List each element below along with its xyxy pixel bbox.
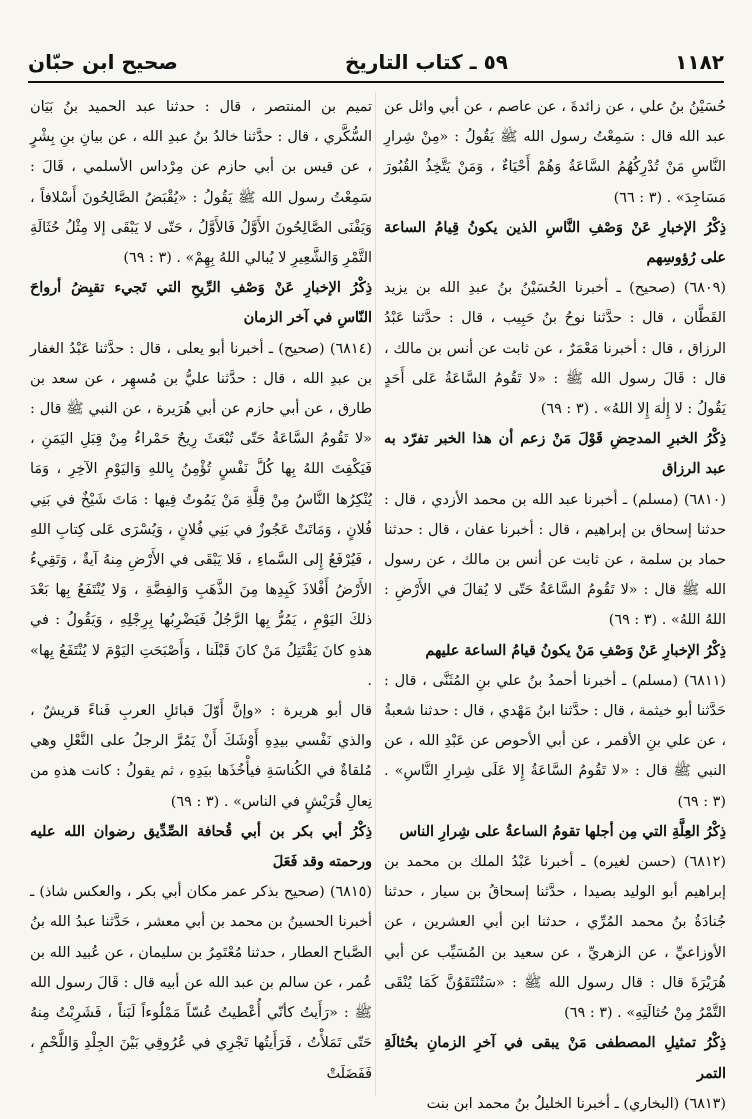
paragraph: (٦٨١٢) (حسن لغيره) ـ أخبرنا عَبْدُ الملك بن محمد بن إبراهيم أبو الوليد بصيدا ، حدَّثنا إسحاقُ بن سيار ، حدثنا جُنادَةُ بنُ محمد المُرِّي ، حدثنا ابن أبي العشرين ، عن الأوزاعيِّ ، عن الزهريِّ ، عن سعيد بن المُسَيِّب عن أبي هُرَيْرَةَ قال : قال رسول الله ﷺ : «سَتُنْتَقَوُنَّ كَمَا يُنْقَى التَّمْرُ مِنْ حُثالَتِهِ» . (٣ : ٦٩)	[384, 854, 726, 1022]
column-divider	[375, 92, 376, 1096]
right-column	[384, 92, 726, 1112]
section-heading: ذِكْرُ الإخبارِ عَنْ وَصْفِ مَنْ يكونُ قيامُ الساعة عليهم	[425, 641, 726, 659]
section-heading: ذِكْرُ أبي بكر بن أبي قُحافة الصِّدِّيق رضوان الله عليه ورحمته وقد فَعَلَ	[30, 822, 372, 871]
book-title: صحيح ابن حبّان	[28, 50, 178, 74]
paragraph: قال أبو هريرة : «وإنَّ أَوّلَ قبائلِ العربِ فَناءً قريشٌ ، والذي نَفْسي بيدِهِ أَوْشَكَ أَنْ يَمُرَّ الرجلُ على النَّعْلِ وهي مُلقاةٌ في الكُناسَةِ فيأْخُذَها بيَدِهِ ، ثم يقولُ : كانت هذهِ من نِعالِ قُرَيْشٍ في الناس» . (٣ : ٦٩)	[30, 703, 372, 810]
paragraph: (٦٨١٣) (البخاري) ـ أخبرنا الخليلُ بنُ محمد ابن بنت	[426, 1095, 726, 1112]
page-number: ١١٨٢	[675, 50, 724, 74]
section-heading: ذِكْرُ الإخبارِ عَنْ وَصْفِ الرِّيحِ التي تَجيء تقبِضُ أرواحَ النّاسِ في آخر الزمان	[30, 279, 372, 327]
paragraph: (٦٨٠٩) (صحيح) ـ أخبرنا الحُسَيْنُ بنُ عبدِ الله بن يزيد القَطَّان ، قال : حدَّثنا نوحُ بنُ حَبِيب ، قال : حدَّثنا عَبْدُ الرزاق ، قال : أخبرنا مَعْمَرٌ ، عن ثابت عن أنس بن مالك ، قال : قَالَ رسول الله ﷺ : «لا تَقُومُ السَّاعَةُ عَلى أَحَدٍ يَقُولُ : لا إِلٰهَ إِلا اللهُ» . (٣ : ٦٩)	[384, 280, 726, 418]
paragraph: (٦٨١٠) (مسلم) ـ أخبرنا عبد الله بن محمد الأزدي ، قال : حدثنا إسحاق بن إبراهيم ، قال : أخبرنا عفان ، قال : حدثنا حماد بن سلمة ، عن ثابت عن أنس بن مالك ، عن رسول الله ﷺ قال : «لا تَقُومُ السَّاعَةُ حَتّى لا يُقالَ في الأَرْضِ : اللهُ اللهُ» . (٣ : ٦٩)	[384, 491, 726, 629]
chapter-title: ٥٩ ـ كتاب التاريخ	[344, 50, 508, 74]
page-header	[28, 40, 724, 80]
paragraph: تميم بن المنتصر ، قال : حدثنا عبد الحميد بنُ بَيَان السُّكَّري ، قال : حدَّثنا خالدُ بنُ عبدِ الله ، عن بيانِ بنِ بِشْرٍ ، عن قيس بن أبي حازم عن مِرْداس الأسلمي ، قَالَ : سَمِعْتُ رسول الله ﷺ يَقُولُ : «يُقْبَضُ الصَّالِحُونَ أَسْلافاً ، وَيَفْنَى الصَّالِحُونَ الأَوَّلُ فَالأَوَّلُ ، حَتّى لا يَبْقَى إلا مِثْلُ حُثَالَةِ التَّمْرِ وَالشَّعِيرِ لا يُبالي اللهُ بِهِمْ» . (٣ : ٦٩)	[30, 99, 372, 267]
section-heading: ذِكْرُ الإخبارِ عَنْ وَصْفِ النَّاسِ الذين يكونُ قِيامُ الساعة على رُؤوسِهم	[384, 218, 726, 267]
paragraph: (٦٨١١) (مسلم) ـ أخبرنا أحمدُ بنُ علي بنِ المُثَنَّى ، قال : حَدَّثنا أبو خيثمة ، قال : حدَّثنا ابنُ مَهْدي ، قال : حدثنا شعبةُ ، عن علي بنِ الأقمر ، عن أبي الأحوص عن عَبْدِ الله ، عن النبي ﷺ قال : «لا تَقُومُ السَّاعَةُ إِلا عَلَى شِرارِ النَّاسِ» . (٣ : ٦٩)	[384, 672, 726, 810]
left-column	[30, 92, 372, 1096]
section-heading: ذِكْرُ الخبرِ المدحِضِ قَوْلَ مَنْ زعم أن هذا الخبر تفرّد به عبد الرزاق	[384, 430, 726, 478]
paragraph: (٦٨١٤) (صحيح) ـ أخبرنا أبو يعلى ، قال : حدَّثنا عَبْدُ الغفار بن عبدِ الله ، قال : حدَّثنا عليُّ بن مُسهِر ، عن سعد بن طارق ، عن أبي حازم عن أبي هُرَيرة ، عن النبي ﷺ قال : «لا تَقُومُ السَّاعَةُ حَتّى تُبْعَثَ رِيحٌ حَمْراءُ مِنْ قِبَلِ اليَمَنِ ، فَيَكْفِتَ اللهُ بِها كُلَّ نَفْسٍ تُؤْمِنُ بِاللهِ وَاليَوْمِ الآخِرِ ، وَمَا يُنْكِرُها النَّاسُ مِنْ قِلَّةِ مَنْ يَمُوتُ فِيها : مَاتَ شَيْخٌ في بَنِي فُلانٍ ، وَمَاتَتْ عَجُوزٌ في بَنِي فُلانٍ ، وَيُسْرَى عَلى كِتابِ اللهِ ، فَيُرْفَعُ إِلى السَّماءِ ، فَلا يَبْقَى في الأَرْضِ مِنهُ آيةٌ ، وَتَقِيءُ الأَرْضُ أَفْلاذَ كَبِدِها مِنَ الذَّهَبِ وَالفِضَّةِ ، وَلا يُنْتَفَعُ بِها بَعْدَ ذلكَ اليَوْمِ ، يَمُرُّ بِها الرَّجُلُ فَيَضْرِبُها بِرِجْلِهِ ، وَيَقُولُ : في هذهِ كانَ يَقْتَتِلُ مَنْ كانَ قَبْلَنا ، وَأَصْبَحَتِ اليَوْمَ لا يُنْتَفَعُ بِها» .	[30, 340, 372, 689]
header-rule	[28, 81, 724, 83]
paragraph: حُسَيْنُ بنُ علي ، عن زائدةَ ، عن عاصم ، عن أبي وائل عن عبد الله قال : سَمِعْتُ رسول الله ﷺ يَقُولُ : «مِنْ شِرارِ النَّاسِ مَنْ تُدْرِكُهُمُ السَّاعَةُ وَهُمْ أَحْيَاءٌ ، وَمَنْ يَتَّخِذُ القُبُورَ مَسَاجِدَ» . (٣ : ٦٦)	[384, 99, 726, 206]
section-heading: ذِكْرُ تمثيلِ المصطفى مَنْ يبقى في آخرِ الزمانِ بحُثالَةِ التمر	[384, 1034, 726, 1082]
section-heading: ذِكْرُ العِلَّةِ التي مِن أجلها تقومُ الساعةُ على شِرارِ الناس	[399, 822, 726, 840]
paragraph: (٦٨١٥) (صحيح بذكر عمر مكان أبي بكر ، والعكس شاذ) ـ أخبرنا الحسينُ بن محمد بن أبي معشر ، حَدَّثنا عبدُ الله بنُ الصَّباح العطار ، حدثنا مُعْتَمِرُ بن سليمان ، عن عُبيد الله بن عُمر ، عن سالم بن عبد الله عن أبيه قال : قَالَ رسول الله ﷺ : «رَأَيتُ كأنّي أُعْطيتُ عُسّاً مَمْلُوءاً لَبَناً ، فَشَرِبْتُ مِنهُ حَتّى تَمَلأْتُ ، فَرَأَيتُها تَجْرِي في عُرُوقِي بَيْنَ الجِلْدِ وَاللَّحْمِ ، فَفَضَلَتْ	[30, 884, 372, 1082]
